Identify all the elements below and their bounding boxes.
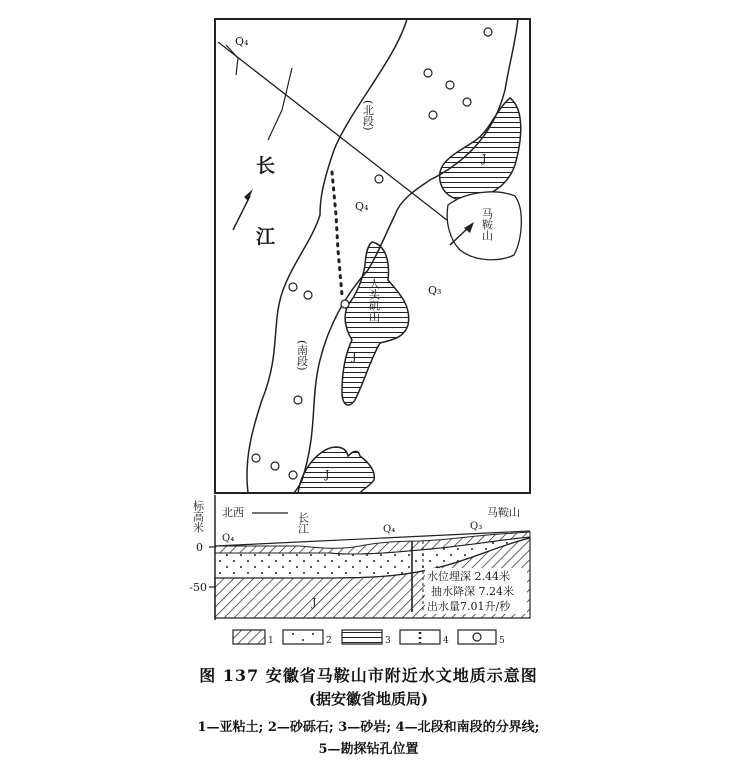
label-q3: Q₃	[428, 284, 442, 297]
note-yield: 出水量7.01升/秒	[427, 600, 511, 613]
figure-source: (据安徽省地质局)	[308, 690, 429, 708]
borehole	[463, 98, 471, 106]
map	[215, 19, 530, 493]
borehole	[484, 28, 492, 36]
label-j-south: J	[325, 468, 330, 481]
legend-swatch-clay	[233, 630, 265, 644]
borehole	[429, 111, 437, 119]
label-q4-top: Q₄	[235, 35, 249, 48]
cross-section	[189, 495, 530, 620]
label-rentouji: 人头矶山	[367, 278, 381, 322]
borehole	[341, 300, 349, 308]
borehole	[446, 81, 454, 89]
legend-num-2: 2	[326, 636, 332, 646]
section-j: J	[312, 596, 317, 609]
label-south-section: (南段)	[295, 340, 309, 371]
tick-label-0: 0	[196, 541, 203, 554]
legend-num-1: 1	[268, 636, 274, 646]
figure-notes-1: 1—亚粘土; 2—砂砾石; 3—砂岩; 4—北段和南段的分界线;	[197, 720, 540, 735]
legend-swatch-gravel	[283, 630, 323, 644]
borehole	[289, 471, 297, 479]
tick-label-m50: -50	[189, 581, 207, 594]
label-j-north: J	[482, 152, 487, 165]
borehole	[252, 454, 260, 462]
section-river: 长江	[296, 512, 310, 534]
borehole	[271, 462, 279, 470]
section-nw: 北西	[222, 506, 244, 519]
section-q4-left: Q₄	[222, 533, 235, 544]
borehole	[289, 283, 297, 291]
borehole	[304, 291, 312, 299]
label-north-section: (北段)	[361, 100, 375, 131]
note-water-depth: 水位埋深 2.44米	[427, 570, 510, 583]
legend-num-5: 5	[499, 636, 505, 646]
figure-title: 图 137 安徽省马鞍山市附近水文地质示意图	[199, 666, 538, 685]
borehole	[294, 396, 302, 404]
borehole	[424, 69, 432, 77]
section-place: 马鞍山	[487, 506, 520, 519]
legend-borehole-icon	[473, 633, 481, 641]
legend-swatch-sandstone	[342, 630, 382, 644]
label-maanshan: 马鞍山	[480, 208, 494, 241]
label-yangtze-1: 长	[256, 155, 276, 177]
section-q3: Q₃	[470, 521, 483, 532]
note-drawdown: 抽水降深 7.24米	[431, 585, 514, 598]
label-yangtze-2: 江	[256, 226, 276, 248]
label-j-rentouji: J	[352, 350, 357, 363]
axis-label: 标高米	[191, 500, 205, 533]
figure-notes-2: 5—勘探钻孔位置	[318, 742, 419, 757]
legend-num-4: 4	[443, 636, 449, 646]
legend-num-3: 3	[385, 636, 391, 646]
label-q4-mid: Q₄	[355, 200, 369, 213]
borehole	[375, 175, 383, 183]
section-q4-mid: Q₄	[383, 524, 396, 535]
legend	[233, 630, 505, 646]
